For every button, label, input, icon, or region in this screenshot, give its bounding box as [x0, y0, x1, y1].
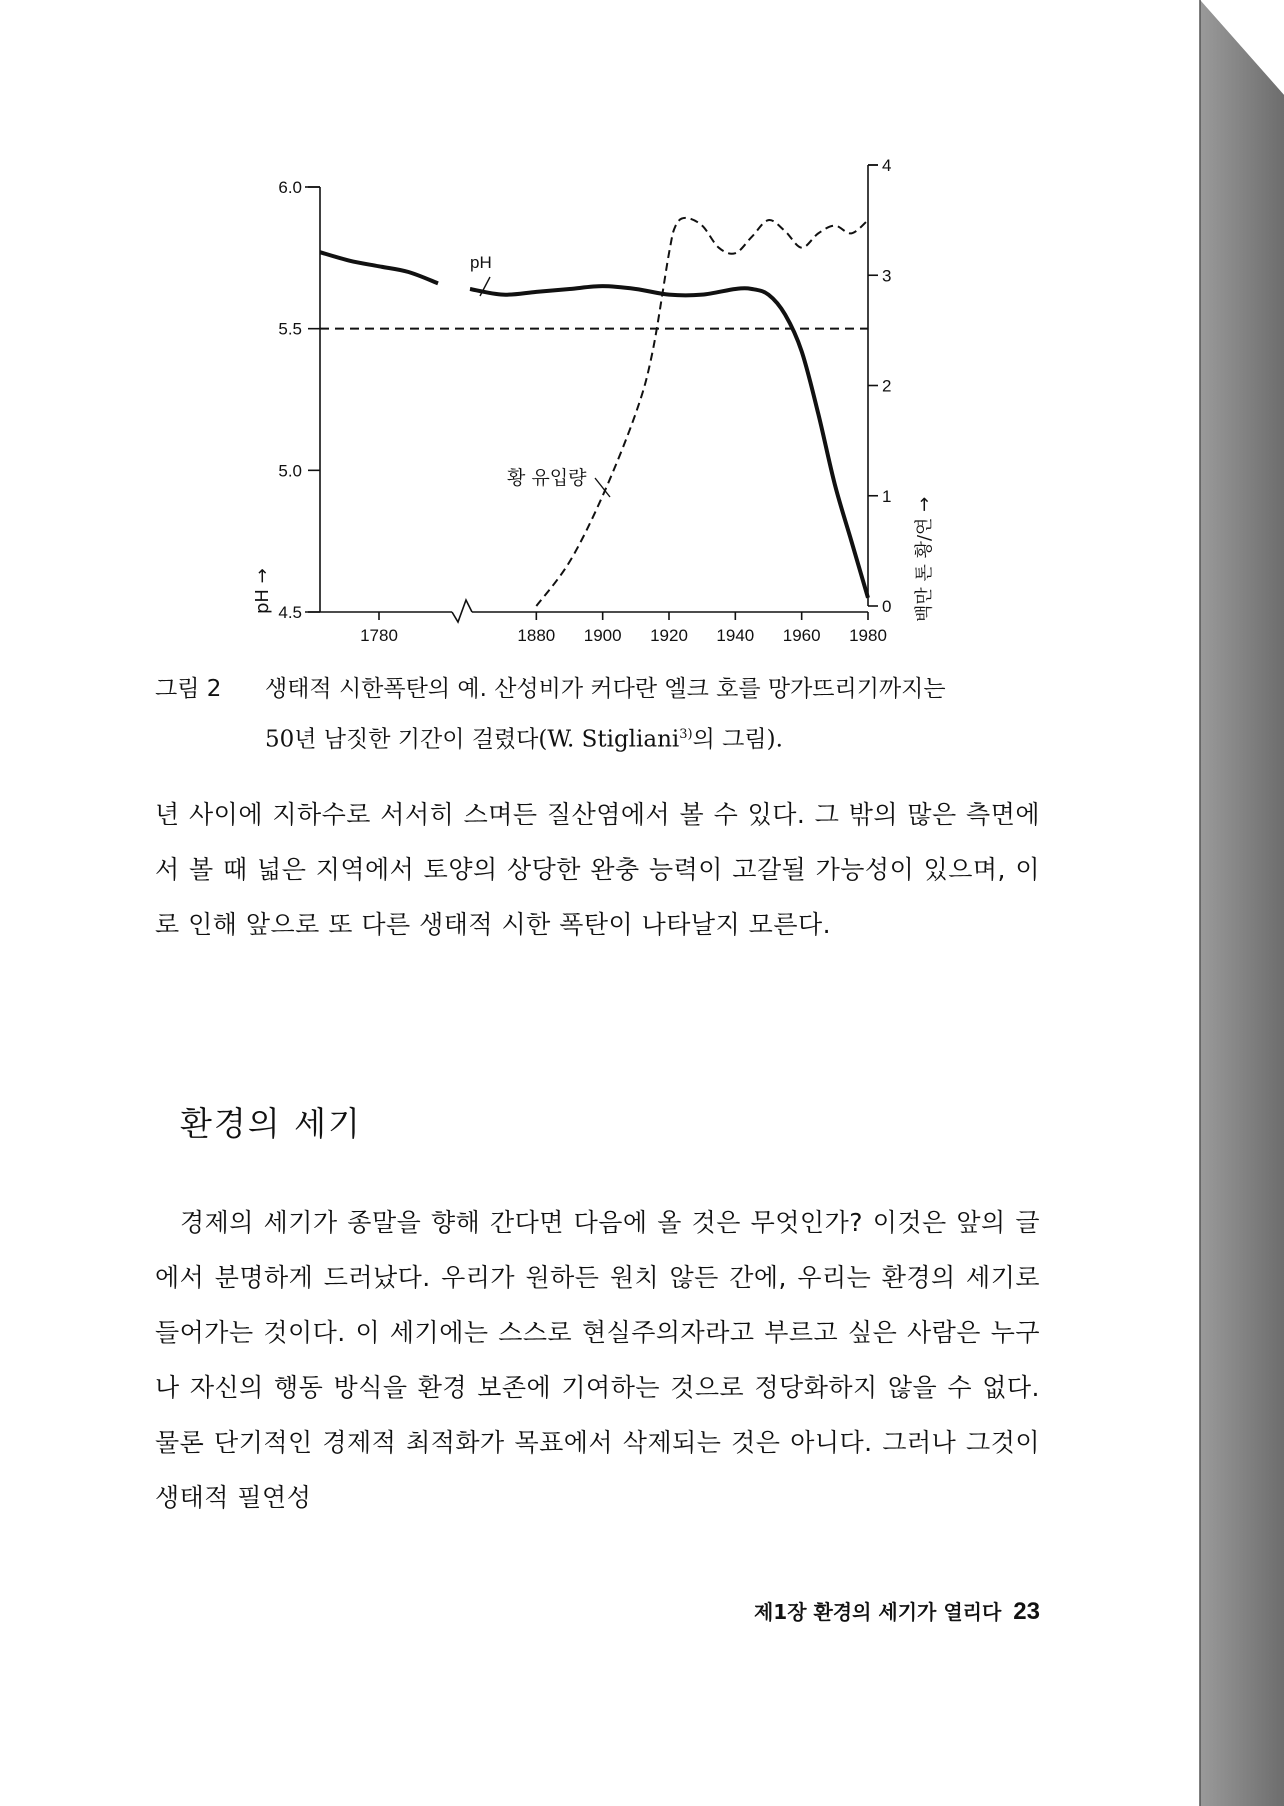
x-tick-label: 1960 [782, 626, 821, 645]
section-heading: 환경의 세기 [180, 1104, 362, 1143]
ph-series-annotation: pH [470, 253, 492, 272]
x-tick-label: 1920 [650, 626, 688, 645]
page-number: 23 [1013, 1598, 1040, 1625]
body-paragraph-1: 년 사이에 지하수로 서서히 스며든 질산염에서 볼 수 있다. 그 밖의 많은 측면에서 볼 때 넓은 지역에서 토양의 상당한 완충 능력이 고갈될 가능성이 있으며, 이로 인해 앞으로 또 다른 생태적 시한 폭탄이 나타날지 모른다. [155, 800, 1040, 939]
page-footer [690, 1596, 1040, 1626]
caption-text-1: 생태적 시한폭탄의 예. 산성비가 커다란 엘크 호를 망가뜨리기까지는 [265, 676, 946, 702]
right-tick-label: 2 [882, 376, 892, 396]
left-tick-label: 6.0 [278, 178, 302, 197]
chart-series [320, 218, 868, 606]
chart-annotations [252, 253, 935, 622]
page-edge-gradient [1200, 0, 1284, 1806]
right-axis-title: 백만 톤 황/연 → [914, 496, 935, 622]
sulfur-series-annotation: 황 유입량 [507, 467, 587, 489]
right-tick-label: 4 [882, 156, 892, 175]
caption-text-2b: 의 그림). [692, 726, 783, 753]
right-tick-label: 3 [882, 266, 892, 286]
x-axis-break [452, 600, 472, 622]
left-tick-label: 5.0 [278, 461, 302, 481]
body-paragraph-2: 경제의 세기가 종말을 향해 간다면 다음에 올 것은 무엇인가? 이것은 앞의 글에서 분명하게 드러났다. 우리가 원하든 원치 않든 간에, 우리는 환경의 세기로 들어가는 것이다. 이 세기에는 스스로 현실주의자라고 부르고 싶은 사람은 누구나 자신의 행동 방식을 환경 보존에 기여하는 것으로 정당화하지 않을 수 없다. 물론 단기적인 경제적 최적화가 목표에서 삭제되는 것은 아니다. 그러나 그것이 생태적 필연성 [155, 1208, 1040, 1512]
right-tick-label: 0 [882, 597, 892, 616]
x-tick-label: 1940 [716, 626, 755, 645]
caption-text-2a: 50년 남짓한 기간이 걸렸다(W. Stigliani [265, 726, 680, 753]
x-tick-label: 1880 [517, 626, 556, 645]
x-tick-label: 1900 [583, 626, 622, 645]
chart [0, 0, 1200, 660]
ph-series-line [320, 252, 438, 283]
right-tick-label: 1 [882, 486, 892, 506]
caption-line-2 [155, 712, 1045, 763]
caption-line-1 [155, 666, 1045, 712]
x-tick-label: 1780 [360, 626, 398, 645]
figure-caption [155, 666, 1045, 763]
running-chapter-title: 제1장 환경의 세기가 열리다 [753, 1600, 1002, 1624]
caption-citation-sup: 3) [679, 727, 693, 742]
x-tick-label: 1980 [849, 626, 887, 645]
caption-figure-number: 그림 2 [155, 676, 222, 702]
chart-frame [305, 165, 878, 622]
left-tick-label: 5.5 [278, 319, 302, 339]
left-tick-label: 4.5 [278, 603, 302, 622]
chart-ticks [278, 156, 891, 645]
left-axis-title: pH → [252, 568, 273, 614]
ph-series-line [470, 286, 868, 598]
